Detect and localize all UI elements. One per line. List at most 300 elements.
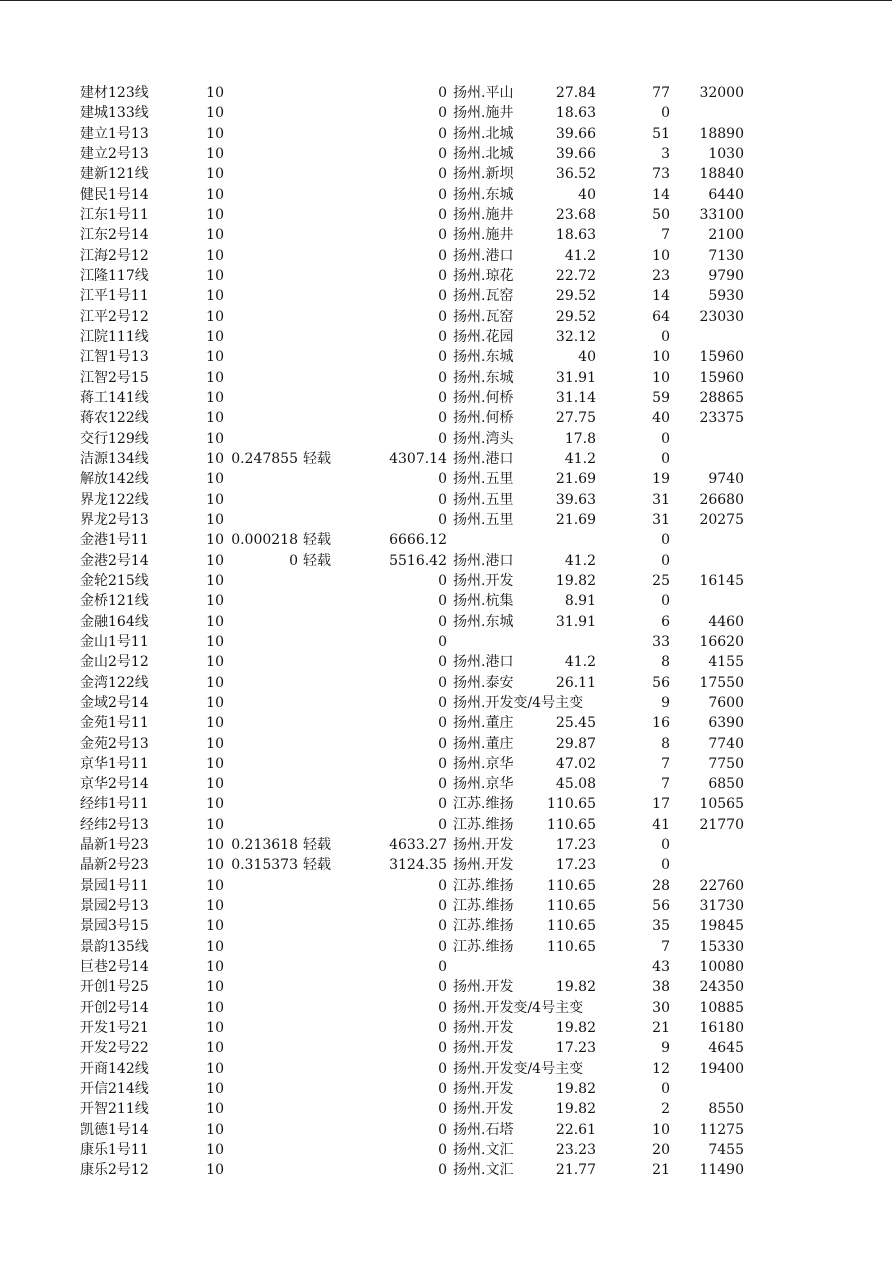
load-rate-cell[interactable] (228, 429, 298, 449)
substation-cell[interactable]: 扬州.五里 (453, 471, 514, 488)
distance-cell[interactable]: 45.08 (555, 776, 596, 793)
load-rate-cell[interactable] (228, 1018, 298, 1038)
value-cell[interactable]: 0 (438, 898, 447, 915)
capacity-cell[interactable]: 4155 (708, 654, 744, 671)
load-rate-cell[interactable] (228, 286, 298, 306)
value-cell[interactable]: 0 (438, 369, 447, 386)
load-rate-cell[interactable]: 0 (289, 552, 298, 569)
voltage-cell[interactable]: 10 (206, 410, 224, 427)
load-rate-cell[interactable] (228, 734, 298, 754)
load-rate-cell[interactable] (228, 896, 298, 916)
voltage-cell[interactable]: 10 (206, 837, 224, 854)
value-cell[interactable]: 0 (438, 593, 447, 610)
substation-cell[interactable]: 扬州.开发 (453, 837, 514, 854)
line-name-cell[interactable]: 解放142线 (80, 471, 149, 488)
capacity-cell[interactable]: 4460 (708, 613, 744, 630)
distance-cell[interactable]: 8.91 (564, 593, 596, 610)
count-cell[interactable]: 7 (661, 776, 670, 793)
load-status-cell[interactable] (303, 368, 343, 388)
load-status-cell[interactable] (303, 124, 343, 144)
line-name-cell[interactable]: 京华2号14 (80, 776, 149, 793)
substation-cell[interactable]: 扬州.开发 (453, 1020, 514, 1037)
distance-cell[interactable]: 18.63 (555, 227, 596, 244)
substation-cell[interactable]: 江苏.维扬 (453, 918, 514, 935)
load-status-cell[interactable] (303, 673, 343, 693)
load-rate-cell[interactable] (228, 266, 298, 286)
voltage-cell[interactable]: 10 (206, 328, 224, 345)
load-rate-cell[interactable] (228, 490, 298, 510)
voltage-cell[interactable]: 10 (206, 694, 224, 711)
line-name-cell[interactable]: 江院111线 (80, 328, 149, 345)
voltage-cell[interactable]: 10 (206, 247, 224, 264)
count-cell[interactable]: 38 (652, 979, 670, 996)
substation-cell[interactable]: 扬州.开发 (453, 1081, 514, 1098)
substation-cell[interactable]: 江苏.维扬 (453, 938, 514, 955)
value-cell[interactable]: 6666.12 (389, 532, 447, 549)
value-cell[interactable]: 0 (438, 125, 447, 142)
voltage-cell[interactable]: 10 (206, 389, 224, 406)
value-cell[interactable]: 0 (438, 1040, 447, 1057)
load-rate-cell[interactable] (228, 916, 298, 936)
value-cell[interactable]: 0 (438, 1081, 447, 1098)
substation-cell[interactable]: 扬州.开发 (453, 979, 514, 996)
capacity-cell[interactable]: 11490 (699, 1162, 744, 1179)
distance-cell[interactable]: 29.87 (555, 735, 596, 752)
line-name-cell[interactable]: 开商142线 (80, 1060, 149, 1077)
line-name-cell[interactable]: 开智211线 (80, 1101, 149, 1118)
line-name-cell[interactable]: 江海2号12 (80, 247, 149, 264)
substation-cell[interactable]: 扬州.东城 (453, 369, 514, 386)
count-cell[interactable]: 20 (652, 1142, 670, 1159)
voltage-cell[interactable]: 10 (206, 145, 224, 162)
voltage-cell[interactable]: 10 (206, 776, 224, 793)
distance-cell[interactable] (530, 998, 596, 1018)
load-rate-cell[interactable] (228, 774, 298, 794)
substation-cell[interactable]: 扬州.文汇 (453, 1162, 514, 1179)
load-status-cell[interactable] (303, 896, 343, 916)
substation-cell[interactable]: 江苏.维扬 (453, 796, 514, 813)
value-cell[interactable]: 0 (438, 227, 447, 244)
load-rate-cell[interactable] (228, 368, 298, 388)
load-status-cell[interactable] (303, 571, 343, 591)
count-cell[interactable]: 31 (652, 491, 670, 508)
load-status-cell[interactable] (303, 347, 343, 367)
load-rate-cell[interactable] (228, 469, 298, 489)
line-name-cell[interactable]: 开发1号21 (80, 1020, 149, 1037)
distance-cell[interactable]: 23.68 (555, 206, 596, 223)
value-cell[interactable]: 0 (438, 389, 447, 406)
distance-cell[interactable]: 110.65 (547, 796, 596, 813)
voltage-cell[interactable]: 10 (206, 593, 224, 610)
load-rate-cell[interactable] (228, 815, 298, 835)
load-status-cell[interactable] (303, 1038, 343, 1058)
voltage-cell[interactable]: 10 (206, 938, 224, 955)
load-rate-cell[interactable] (228, 876, 298, 896)
distance-cell[interactable]: 32.12 (555, 328, 596, 345)
load-rate-cell[interactable] (228, 144, 298, 164)
load-status-cell[interactable] (303, 429, 343, 449)
distance-cell[interactable]: 19.82 (555, 979, 596, 996)
substation-cell[interactable]: 扬州.五里 (453, 491, 514, 508)
distance-cell[interactable]: 31.91 (555, 613, 596, 630)
capacity-cell[interactable]: 22760 (699, 877, 744, 894)
load-rate-cell[interactable] (228, 103, 298, 123)
value-cell[interactable]: 0 (438, 410, 447, 427)
distance-cell[interactable]: 23.23 (555, 1142, 596, 1159)
substation-cell[interactable]: 扬州.京华 (453, 776, 514, 793)
count-cell[interactable]: 7 (661, 227, 670, 244)
voltage-cell[interactable]: 10 (206, 369, 224, 386)
value-cell[interactable]: 0 (438, 328, 447, 345)
load-status-cell[interactable] (303, 246, 343, 266)
line-name-cell[interactable]: 开发2号22 (80, 1040, 149, 1057)
substation-cell[interactable]: 扬州.瓦窑 (453, 308, 514, 325)
capacity-cell[interactable]: 9740 (708, 471, 744, 488)
load-status-cell[interactable] (303, 713, 343, 733)
count-cell[interactable]: 21 (652, 1162, 670, 1179)
capacity-cell[interactable]: 16145 (699, 572, 744, 589)
load-rate-cell[interactable] (228, 977, 298, 997)
load-status-cell[interactable] (303, 205, 343, 225)
value-cell[interactable]: 0 (438, 613, 447, 630)
voltage-cell[interactable]: 10 (206, 288, 224, 305)
value-cell[interactable]: 0 (438, 776, 447, 793)
distance-cell[interactable]: 39.66 (555, 145, 596, 162)
load-status-cell[interactable] (303, 327, 343, 347)
line-name-cell[interactable]: 金山1号11 (80, 633, 149, 650)
capacity-cell[interactable]: 19400 (699, 1060, 744, 1077)
count-cell[interactable]: 8 (661, 654, 670, 671)
voltage-cell[interactable]: 10 (206, 206, 224, 223)
capacity-cell[interactable]: 19845 (699, 918, 744, 935)
substation-cell[interactable] (453, 530, 525, 550)
count-cell[interactable]: 56 (652, 674, 670, 691)
line-name-cell[interactable]: 康乐1号11 (80, 1142, 149, 1159)
count-cell[interactable]: 43 (652, 959, 670, 976)
value-cell[interactable]: 0 (438, 1162, 447, 1179)
substation-cell[interactable]: 扬州.董庄 (453, 715, 514, 732)
value-cell[interactable]: 0 (438, 206, 447, 223)
load-status-cell[interactable] (303, 83, 343, 103)
count-cell[interactable]: 64 (652, 308, 670, 325)
load-status-cell[interactable] (303, 957, 343, 977)
distance-cell[interactable]: 110.65 (547, 918, 596, 935)
value-cell[interactable]: 0 (438, 796, 447, 813)
substation-cell[interactable]: 扬州.平山 (453, 85, 514, 101)
load-status-cell[interactable]: 轻载 (303, 552, 331, 569)
voltage-cell[interactable]: 10 (206, 959, 224, 976)
count-cell[interactable]: 59 (652, 389, 670, 406)
line-name-cell[interactable]: 金域2号14 (80, 694, 149, 711)
distance-cell[interactable]: 17.23 (555, 857, 596, 874)
count-cell[interactable]: 7 (661, 755, 670, 772)
line-name-cell[interactable]: 景园1号11 (80, 877, 149, 894)
voltage-cell[interactable]: 10 (206, 715, 224, 732)
capacity-cell[interactable]: 28865 (699, 389, 744, 406)
load-status-cell[interactable] (303, 937, 343, 957)
load-rate-cell[interactable] (228, 713, 298, 733)
load-status-cell[interactable] (303, 977, 343, 997)
substation-cell[interactable]: 扬州.文汇 (453, 1142, 514, 1159)
load-status-cell[interactable] (303, 225, 343, 245)
substation-cell[interactable] (453, 957, 525, 977)
value-cell[interactable]: 0 (438, 288, 447, 305)
load-rate-cell[interactable] (228, 408, 298, 428)
value-cell[interactable]: 0 (438, 471, 447, 488)
count-cell[interactable]: 0 (661, 328, 670, 345)
substation-cell[interactable]: 扬州.花园 (453, 328, 514, 345)
count-cell[interactable]: 19 (652, 471, 670, 488)
substation-cell[interactable]: 扬州.港口 (453, 654, 514, 671)
line-name-cell[interactable]: 蒋农122线 (80, 410, 149, 427)
line-name-cell[interactable]: 江平2号12 (80, 308, 149, 325)
load-status-cell[interactable] (303, 307, 343, 327)
substation-cell[interactable]: 扬州.泰安 (453, 674, 514, 691)
voltage-cell[interactable]: 10 (206, 491, 224, 508)
substation-cell[interactable]: 扬州.开发变/4号主变 (453, 694, 584, 711)
count-cell[interactable]: 28 (652, 877, 670, 894)
count-cell[interactable]: 40 (652, 410, 670, 427)
substation-cell[interactable]: 扬州.瓦窑 (453, 288, 514, 305)
load-rate-cell[interactable] (228, 164, 298, 184)
load-status-cell[interactable] (303, 510, 343, 530)
load-rate-cell[interactable] (228, 571, 298, 591)
load-status-cell[interactable] (303, 1079, 343, 1099)
load-status-cell[interactable] (303, 916, 343, 936)
voltage-cell[interactable]: 10 (206, 166, 224, 183)
substation-cell[interactable]: 扬州.董庄 (453, 735, 514, 752)
capacity-cell[interactable]: 23030 (699, 308, 744, 325)
distance-cell[interactable]: 17.23 (555, 837, 596, 854)
value-cell[interactable]: 0 (438, 1101, 447, 1118)
distance-cell[interactable]: 41.2 (564, 552, 596, 569)
capacity-cell[interactable]: 8550 (708, 1101, 744, 1118)
distance-cell[interactable]: 21.69 (555, 471, 596, 488)
distance-cell[interactable]: 17.23 (555, 1040, 596, 1057)
voltage-cell[interactable]: 10 (206, 979, 224, 996)
load-rate-cell[interactable]: 0.213618 (231, 837, 298, 854)
value-cell[interactable]: 0 (438, 572, 447, 589)
distance-cell[interactable]: 41.2 (564, 654, 596, 671)
count-cell[interactable]: 73 (652, 166, 670, 183)
load-status-cell[interactable] (303, 388, 343, 408)
capacity-cell[interactable] (676, 530, 744, 550)
voltage-cell[interactable]: 10 (206, 1020, 224, 1037)
line-name-cell[interactable]: 界龙2号13 (80, 511, 149, 528)
voltage-cell[interactable]: 10 (206, 511, 224, 528)
capacity-cell[interactable]: 23375 (699, 410, 744, 427)
distance-cell[interactable]: 110.65 (547, 816, 596, 833)
load-status-cell[interactable] (303, 876, 343, 896)
line-name-cell[interactable]: 建城133线 (80, 105, 149, 122)
load-rate-cell[interactable] (228, 1099, 298, 1119)
voltage-cell[interactable]: 10 (206, 430, 224, 447)
count-cell[interactable]: 0 (661, 430, 670, 447)
line-name-cell[interactable]: 江东2号14 (80, 227, 149, 244)
capacity-cell[interactable]: 21770 (699, 816, 744, 833)
distance-cell[interactable]: 31.91 (555, 369, 596, 386)
load-rate-cell[interactable] (228, 693, 298, 713)
load-rate-cell[interactable] (228, 652, 298, 672)
capacity-cell[interactable] (676, 327, 744, 347)
substation-cell[interactable]: 扬州.港口 (453, 552, 514, 569)
substation-cell[interactable]: 扬州.开发 (453, 572, 514, 589)
count-cell[interactable]: 41 (652, 816, 670, 833)
count-cell[interactable]: 3 (661, 145, 670, 162)
count-cell[interactable]: 8 (661, 735, 670, 752)
voltage-cell[interactable]: 10 (206, 755, 224, 772)
voltage-cell[interactable]: 10 (206, 1101, 224, 1118)
load-status-cell[interactable] (303, 734, 343, 754)
distance-cell[interactable]: 40 (578, 186, 596, 203)
voltage-cell[interactable]: 10 (206, 1060, 224, 1077)
capacity-cell[interactable]: 20275 (699, 511, 744, 528)
capacity-cell[interactable]: 16180 (699, 1020, 744, 1037)
line-name-cell[interactable]: 建材123线 (80, 85, 149, 101)
count-cell[interactable]: 16 (652, 715, 670, 732)
substation-cell[interactable]: 扬州.东城 (453, 613, 514, 630)
capacity-cell[interactable]: 6390 (708, 715, 744, 732)
value-cell[interactable]: 0 (438, 186, 447, 203)
line-name-cell[interactable]: 晶新2号23 (80, 857, 149, 874)
voltage-cell[interactable]: 10 (206, 918, 224, 935)
line-name-cell[interactable]: 江平1号11 (80, 288, 149, 305)
capacity-cell[interactable]: 5930 (708, 288, 744, 305)
count-cell[interactable]: 0 (661, 1081, 670, 1098)
value-cell[interactable]: 0 (438, 349, 447, 366)
count-cell[interactable]: 21 (652, 1020, 670, 1037)
load-status-cell[interactable] (303, 490, 343, 510)
voltage-cell[interactable]: 10 (206, 999, 224, 1016)
substation-cell[interactable]: 扬州.开发 (453, 857, 514, 874)
distance-cell[interactable]: 19.82 (555, 1101, 596, 1118)
capacity-cell[interactable] (676, 429, 744, 449)
line-name-cell[interactable]: 巨巷2号14 (80, 959, 149, 976)
load-status-cell[interactable] (303, 754, 343, 774)
line-name-cell[interactable]: 健民1号14 (80, 186, 149, 203)
load-rate-cell[interactable] (228, 1160, 298, 1180)
line-name-cell[interactable]: 金苑1号11 (80, 715, 149, 732)
load-rate-cell[interactable] (228, 673, 298, 693)
distance-cell[interactable]: 110.65 (547, 898, 596, 915)
load-status-cell[interactable] (303, 1099, 343, 1119)
load-rate-cell[interactable] (228, 794, 298, 814)
distance-cell[interactable]: 26.11 (555, 674, 596, 691)
voltage-cell[interactable]: 10 (206, 186, 224, 203)
capacity-cell[interactable]: 7740 (708, 735, 744, 752)
voltage-cell[interactable]: 10 (206, 613, 224, 630)
load-status-cell[interactable] (303, 1120, 343, 1140)
capacity-cell[interactable] (676, 551, 744, 571)
distance-cell[interactable]: 29.52 (555, 288, 596, 305)
substation-cell[interactable]: 扬州.施井 (453, 206, 514, 223)
line-name-cell[interactable]: 金苑2号13 (80, 735, 149, 752)
distance-cell[interactable]: 31.14 (555, 389, 596, 406)
substation-cell[interactable]: 江苏.维扬 (453, 898, 514, 915)
voltage-cell[interactable]: 10 (206, 450, 224, 467)
load-status-cell[interactable] (303, 693, 343, 713)
load-rate-cell[interactable] (228, 632, 298, 652)
count-cell[interactable]: 14 (652, 288, 670, 305)
load-rate-cell[interactable]: 0.247855 (231, 450, 298, 467)
distance-cell[interactable]: 21.69 (555, 511, 596, 528)
load-status-cell[interactable] (303, 266, 343, 286)
distance-cell[interactable]: 40 (578, 349, 596, 366)
load-rate-cell[interactable]: 0.000218 (231, 532, 298, 549)
voltage-cell[interactable]: 10 (206, 898, 224, 915)
value-cell[interactable]: 0 (438, 105, 447, 122)
substation-cell[interactable]: 江苏.维扬 (453, 816, 514, 833)
line-name-cell[interactable]: 开创2号14 (80, 999, 149, 1016)
load-rate-cell[interactable] (228, 1079, 298, 1099)
count-cell[interactable]: 33 (652, 633, 670, 650)
line-name-cell[interactable]: 晶新1号23 (80, 837, 149, 854)
substation-cell[interactable]: 扬州.东城 (453, 186, 514, 203)
count-cell[interactable]: 51 (652, 125, 670, 142)
voltage-cell[interactable]: 10 (206, 796, 224, 813)
value-cell[interactable]: 0 (438, 654, 447, 671)
load-rate-cell[interactable] (228, 124, 298, 144)
substation-cell[interactable]: 扬州.北城 (453, 145, 514, 162)
count-cell[interactable]: 50 (652, 206, 670, 223)
line-name-cell[interactable]: 建新121线 (80, 166, 149, 183)
load-status-cell[interactable] (303, 144, 343, 164)
value-cell[interactable]: 0 (438, 491, 447, 508)
distance-cell[interactable]: 22.61 (555, 1121, 596, 1138)
distance-cell[interactable] (530, 957, 596, 977)
load-status-cell[interactable]: 轻载 (303, 532, 331, 549)
substation-cell[interactable]: 扬州.石塔 (453, 1121, 514, 1138)
value-cell[interactable]: 4307.14 (389, 450, 447, 467)
load-status-cell[interactable]: 轻载 (303, 450, 331, 467)
substation-cell[interactable]: 扬州.施井 (453, 105, 514, 122)
value-cell[interactable]: 0 (438, 755, 447, 772)
line-name-cell[interactable]: 金山2号12 (80, 654, 149, 671)
line-name-cell[interactable]: 金湾122线 (80, 674, 149, 691)
distance-cell[interactable]: 39.63 (555, 491, 596, 508)
line-name-cell[interactable]: 建立1号13 (80, 125, 149, 142)
distance-cell[interactable]: 19.82 (555, 1020, 596, 1037)
capacity-cell[interactable] (676, 103, 744, 123)
voltage-cell[interactable]: 10 (206, 349, 224, 366)
voltage-cell[interactable]: 10 (206, 1081, 224, 1098)
load-rate-cell[interactable] (228, 347, 298, 367)
line-name-cell[interactable]: 江东1号11 (80, 206, 149, 223)
capacity-cell[interactable] (676, 835, 744, 855)
load-status-cell[interactable] (303, 103, 343, 123)
line-name-cell[interactable]: 江隆117线 (80, 267, 149, 284)
value-cell[interactable]: 0 (438, 633, 447, 650)
load-rate-cell[interactable] (228, 937, 298, 957)
substation-cell[interactable]: 扬州.杭集 (453, 593, 514, 610)
value-cell[interactable]: 5516.42 (389, 552, 447, 569)
load-rate-cell[interactable] (228, 510, 298, 530)
voltage-cell[interactable]: 10 (206, 125, 224, 142)
value-cell[interactable]: 0 (438, 694, 447, 711)
load-rate-cell[interactable] (228, 205, 298, 225)
count-cell[interactable]: 2 (661, 1101, 670, 1118)
distance-cell[interactable]: 29.52 (555, 308, 596, 325)
value-cell[interactable]: 0 (438, 816, 447, 833)
load-status-cell[interactable] (303, 1160, 343, 1180)
voltage-cell[interactable]: 10 (206, 1162, 224, 1179)
voltage-cell[interactable]: 10 (206, 308, 224, 325)
capacity-cell[interactable]: 4645 (708, 1040, 744, 1057)
substation-cell[interactable]: 扬州.北城 (453, 125, 514, 142)
voltage-cell[interactable]: 10 (206, 1040, 224, 1057)
line-name-cell[interactable]: 金港2号14 (80, 552, 149, 569)
load-rate-cell[interactable] (228, 957, 298, 977)
